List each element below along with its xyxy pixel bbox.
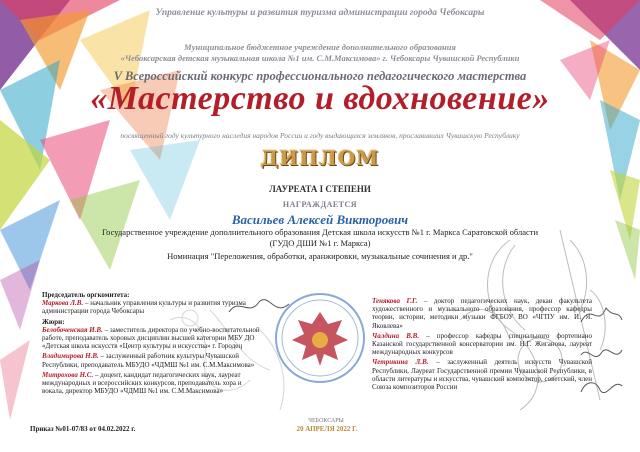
jury-member-text: – заслуженный работник культуры Чувашской Республики, преподаватель МБУДО «ЧДМШ №1 им. С.М.Максимова» — [42, 352, 255, 369]
contest-title: «Мастерство и вдохновение» — [90, 80, 550, 117]
recipient-name: Васильев Алексей Викторович — [231, 212, 409, 227]
order-reference: Приказ №01-07/83 от 04.02.2022 г. — [30, 425, 136, 433]
jury-entry — [372, 358, 592, 391]
jury-member-text: – заместитель директора по учебно-воспитательной работе, преподаватель хоровых дисциплин высшей категории МБУ ДО «Детская школа искусств «Центр культуры и искусства» г. Городец — [42, 325, 260, 351]
jury-member-text: – доцент, кандидат педагогических наук, лауреат международных и всероссийских конкурсов, преподаватель хора и вокала, директор МБУДО «ЧДМШ №1 им. С.М.Максимова» — [42, 370, 242, 396]
chair-heading: Председатель оргкомитета: — [42, 291, 130, 299]
diploma-heading — [260, 145, 380, 171]
jury-member-name: Митрохова Н.С. — [42, 370, 94, 379]
jury-member-name: Четрикина Л.В. — [372, 358, 429, 367]
chair-name: Маркова Л.В. — [42, 299, 84, 308]
jury-entry — [42, 326, 262, 351]
signature-jury-right-2 — [576, 340, 626, 370]
jury-member-name: Тенякова Г.Г. — [372, 297, 418, 305]
issue-place: ЧЕБОКСАРЫ — [308, 418, 344, 424]
diploma-word: ДИПЛОМ — [260, 146, 380, 170]
contest-subtitle: посвященный году культурного наследия народов России и году выдающихся земляков, прославивших Чувашскую Республику — [120, 131, 520, 140]
jury-entry — [42, 352, 262, 368]
jury-member-name: Белобоченская И.В. — [42, 325, 103, 334]
signature-jury-right-3 — [576, 372, 626, 402]
committee-right-column — [372, 297, 592, 393]
issue-date: 20 АПРЕЛЯ 2022 Г. — [296, 425, 358, 433]
jury-member-text: – профессор кафедры специального фортепиано Казанской государственной консерватории им. Н.Г. Жиганова, лауреат международных конкурсов — [372, 331, 593, 357]
jury-member-text: – доктор педагогических наук, декан факультета художественного и музыкального образования, профессор кафедры теории, истории, методики музыки ФГБОУ ВО «ЧГПУ им. И. Я. Яковлева» — [372, 297, 593, 330]
jury-entry — [42, 371, 262, 396]
contest-name: V Всероссийский конкурс профессионального педагогического мастерства — [113, 69, 527, 83]
jury-member-text: – заслуженный деятель искусств Чувашской Республики, Лауреат Государственной премии Чувашской Республики, в области литературы и искусства, чувашский композитор, советский, член Союза композиторов России — [372, 358, 592, 392]
recipient-organization: Государственное учреждение дополнительного образования Детская школа искусств №1 г. Маркса Саратовской области (ГУДО ДШИ №1 г. Маркса) — [101, 227, 539, 248]
awarded-label: НАГРАЖДАЕТСЯ — [282, 200, 358, 209]
signature-chair — [224, 292, 294, 322]
jury-entry — [372, 297, 592, 330]
jury-entry — [372, 332, 592, 357]
header-institution-line1: Муниципальное бюджетное учреждение дополнительного образования — [184, 42, 456, 52]
header-department: Управление культуры и развития туризма администрации города Чебоксары — [155, 8, 485, 18]
nomination: Номинация "Переложения, обработки, аранжировки, музыкальные сочинения и др." — [167, 251, 473, 261]
chair-text: – начальник управления культуры и развития туризма администрации города Чебоксары — [42, 299, 246, 316]
signature-jury-right — [576, 300, 626, 330]
jury-heading: Жюри: — [42, 317, 65, 326]
jury-member-name: Владимирова Н.В. — [42, 352, 99, 361]
header-institution-line2: «Чебоксарская детская музыкальная школа №1 им. С.М.Максимова» г. Чебоксары Чувашской Республики — [120, 53, 520, 63]
laureate-degree: ЛАУРЕАТА I СТЕПЕНИ — [269, 184, 371, 194]
jury-member-name: Чалдина В.В. — [372, 331, 420, 340]
header-institution — [0, 42, 640, 64]
